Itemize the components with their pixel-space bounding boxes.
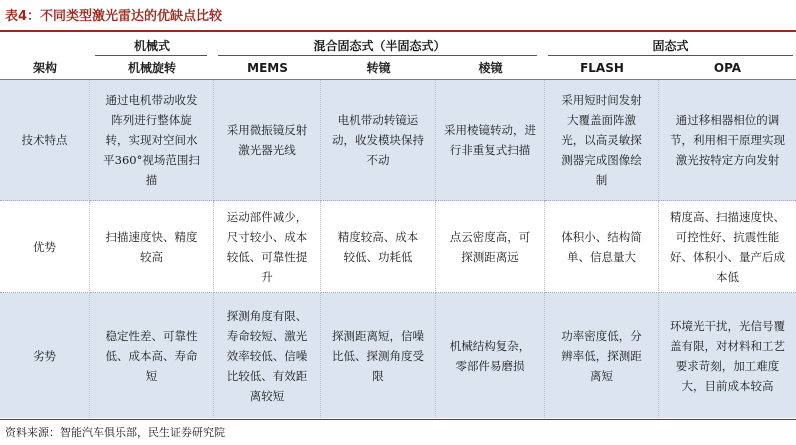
- bottom-rule: [0, 419, 796, 420]
- group-mechanical: 机械式: [133, 38, 170, 53]
- table-cell: 点云密度高，可探测距离远: [436, 201, 545, 293]
- row-label-disadvantages: 劣势: [0, 293, 90, 418]
- table-cell: 电机带动转镜运动，收发模块保持不动: [321, 80, 436, 201]
- table-cell: 采用棱镜转动，进行非重复式扫描: [436, 80, 545, 201]
- col-arch: 架构: [0, 57, 90, 80]
- group-underline-hybrid: [218, 55, 537, 56]
- group-underline-mechanical: [95, 55, 207, 56]
- row-label-advantages: 优势: [0, 201, 90, 293]
- table-cell: 通过移相器相位的调节，利用相干原理实现激光按特定方向发射: [659, 80, 796, 201]
- col-flash: FLASH: [545, 57, 659, 80]
- table-cell: 精度较高、成本较低、功耗低: [321, 201, 436, 293]
- group-hybrid: 混合固态式（半固态式）: [313, 38, 446, 53]
- table-cell: 运动部件减少，尺寸较小、成本较低、可靠性提升: [214, 201, 321, 293]
- col-mems: MEMS: [214, 57, 321, 80]
- col-opa: OPA: [659, 57, 796, 80]
- header-blank: [0, 34, 90, 57]
- col-prism: 棱镜: [436, 57, 545, 80]
- table-cell: 探测距离短，信噪比低、探测角度受限: [321, 293, 436, 418]
- group-underline-solid: [548, 55, 793, 56]
- group-solid: 固态式: [652, 38, 689, 53]
- row-label-tech: 技术特点: [0, 80, 90, 201]
- table-cell: 精度高、扫描速度快、可控性好、抗震性能好、体积小、量产后成本低: [659, 201, 796, 293]
- col-mech-rotate: 机械旋转: [90, 57, 214, 80]
- table-title: 表4：不同类型激光雷达的优缺点比较: [5, 9, 223, 24]
- table-cell: 采用短时间发射大覆盖面阵激光，以高灵敏探测器完成图像绘制: [545, 80, 659, 201]
- table-cell: 体积小、结构简单、信息量大: [545, 201, 659, 293]
- comparison-table: [0, 34, 796, 418]
- table-cell: 环境光干扰，光信号覆盖有限，对材料和工艺要求苛刻，加工难度大，目前成本较高: [659, 293, 796, 418]
- source-note: 资料来源：智能汽车俱乐部，民生证券研究院: [5, 426, 225, 439]
- table-cell: 通过电机带动收发阵列进行整体旋转，实现对空间水平360°视场范围扫描: [90, 80, 214, 201]
- table-cell: 机械结构复杂，零部件易磨损: [436, 293, 545, 418]
- table-cell: 功率密度低，分辨率低，探测距离短: [545, 293, 659, 418]
- title-rule: [0, 30, 796, 32]
- col-rotating-mirror: 转镜: [321, 57, 436, 80]
- table-cell: 稳定性差、可靠性低、成本高、寿命短: [90, 293, 214, 418]
- table-cell: 扫描速度快、精度较高: [90, 201, 214, 293]
- table-cell: 采用微振镜反射激光器光线: [214, 80, 321, 201]
- table-cell: 探测角度有限、寿命较短、激光效率较低、信噪比较低、有效距离较短: [214, 293, 321, 418]
